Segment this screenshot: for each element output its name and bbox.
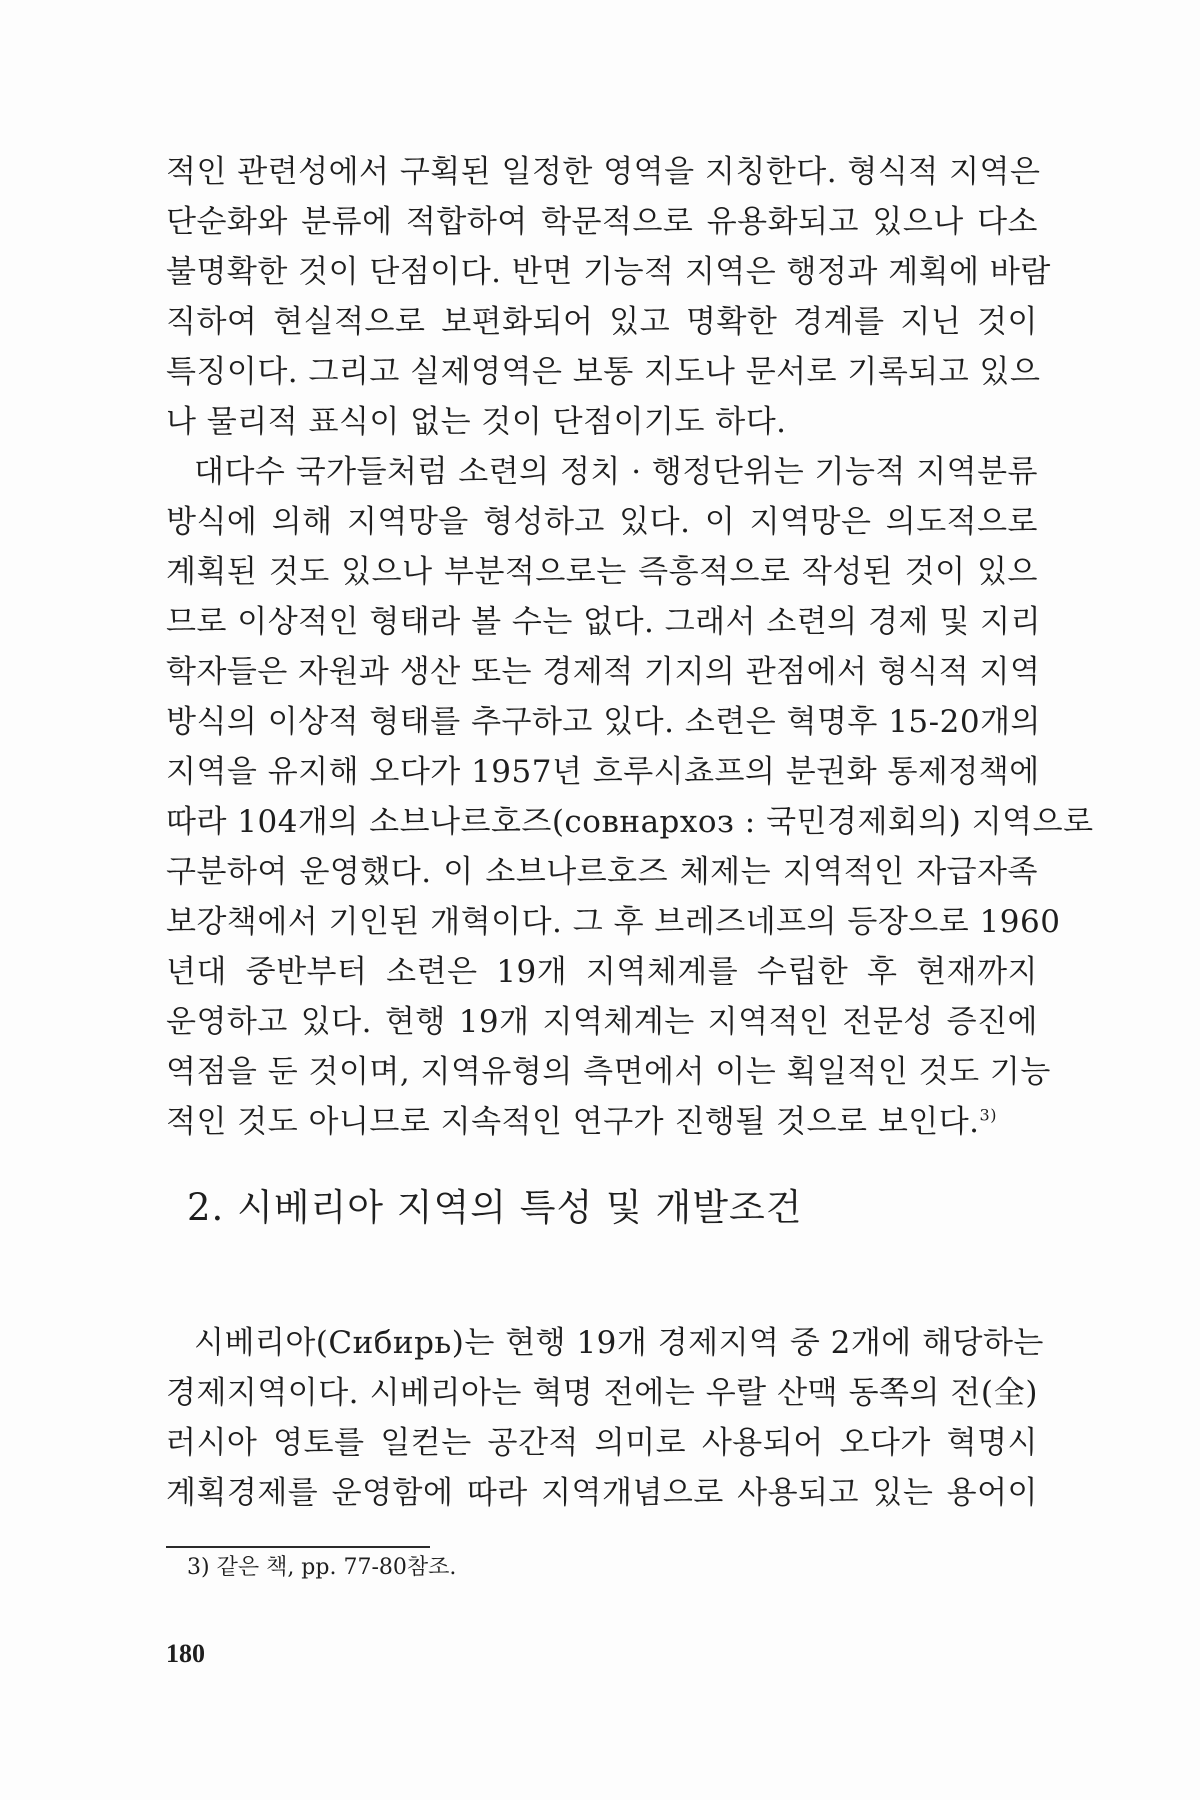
text-line: 운영하고 있다. 현행 19개 지역체계는 지역적인 전문성 증진에 xyxy=(166,1004,1038,1040)
text-line: 계획된 것도 있으나 부분적으로는 즉흥적으로 작성된 것이 있으 xyxy=(166,554,1038,590)
text-line: 불명확한 것이 단점이다. 반면 기능적 지역은 행정과 계획에 바람 xyxy=(166,254,1051,290)
text-line: 나 물리적 표식이 없는 것이 단점이기도 하다. xyxy=(166,404,787,440)
text-line: 시베리아(Сибирь)는 현행 19개 경제지역 중 2개에 해당하는 xyxy=(194,1325,1044,1361)
section-heading: 2. 시베리아 지역의 특성 및 개발조건 xyxy=(187,1186,803,1229)
text-line-with-footnote xyxy=(166,1097,1038,1147)
text-line: 러시아 영토를 일컫는 공간적 의미로 사용되어 오다가 혁명시 xyxy=(166,1425,1038,1461)
text-line: 따라 104개의 소브나르호즈(совнархоз : 국민경제회의) 지역으로 xyxy=(166,804,1094,840)
text-line: 경제지역이다. 시베리아는 혁명 전에는 우랄 산맥 동쪽의 전(全) xyxy=(166,1375,1038,1411)
page-number: 180 xyxy=(166,1639,205,1668)
text-line: 계획경제를 운영함에 따라 지역개념으로 사용되고 있는 용어이 xyxy=(166,1475,1038,1511)
text-line: 보강책에서 기인된 개혁이다. 그 후 브레즈네프의 등장으로 1960 xyxy=(166,904,1061,940)
text-line: 역점을 둔 것이며, 지역유형의 측면에서 이는 획일적인 것도 기능 xyxy=(166,1054,1051,1090)
text-line: 구분하여 운영했다. 이 소브나르호즈 체제는 지역적인 자급자족 xyxy=(166,854,1038,890)
text-line: 방식의 이상적 형태를 추구하고 있다. 소련은 혁명후 15-20개의 xyxy=(166,704,1041,740)
text-line: 적인 관련성에서 구획된 일정한 영역을 지칭한다. 형식적 지역은 xyxy=(166,154,1041,190)
body-text-top xyxy=(166,147,1094,1147)
text-line-content: 적인 것도 아니므로 지속적인 연구가 진행될 것으로 보인다. xyxy=(166,1104,980,1140)
text-line: 학자들은 자원과 생산 또는 경제적 기지의 관점에서 형식적 지역 xyxy=(166,654,1041,690)
text-line: 대다수 국가들처럼 소련의 정치 · 행정단위는 기능적 지역분류 xyxy=(194,454,1038,490)
footnote-reference[interactable]: 3) xyxy=(979,1105,997,1125)
text-line: 년대 중반부터 소련은 19개 지역체계를 수립한 후 현재까지 xyxy=(166,954,1038,990)
text-line: 방식에 의해 지역망을 형성하고 있다. 이 지역망은 의도적으로 xyxy=(166,504,1038,540)
text-line: 지역을 유지해 오다가 1957년 흐루시쵸프의 분권화 통제정책에 xyxy=(166,754,1040,790)
text-line: 직하여 현실적으로 보편화되어 있고 명확한 경계를 지닌 것이 xyxy=(166,304,1038,340)
footnote-divider xyxy=(166,1546,430,1548)
text-line: 단순화와 분류에 적합하여 학문적으로 유용화되고 있으나 다소 xyxy=(166,204,1038,240)
footnote-text: 3) 같은 책, pp. 77-80참조. xyxy=(187,1555,457,1580)
text-line: 특징이다. 그리고 실제영역은 보통 지도나 문서로 기록되고 있으 xyxy=(166,354,1041,390)
body-text-bottom xyxy=(166,1318,1044,1518)
text-line: 므로 이상적인 형태라 볼 수는 없다. 그래서 소련의 경제 및 지리 xyxy=(166,604,1042,640)
